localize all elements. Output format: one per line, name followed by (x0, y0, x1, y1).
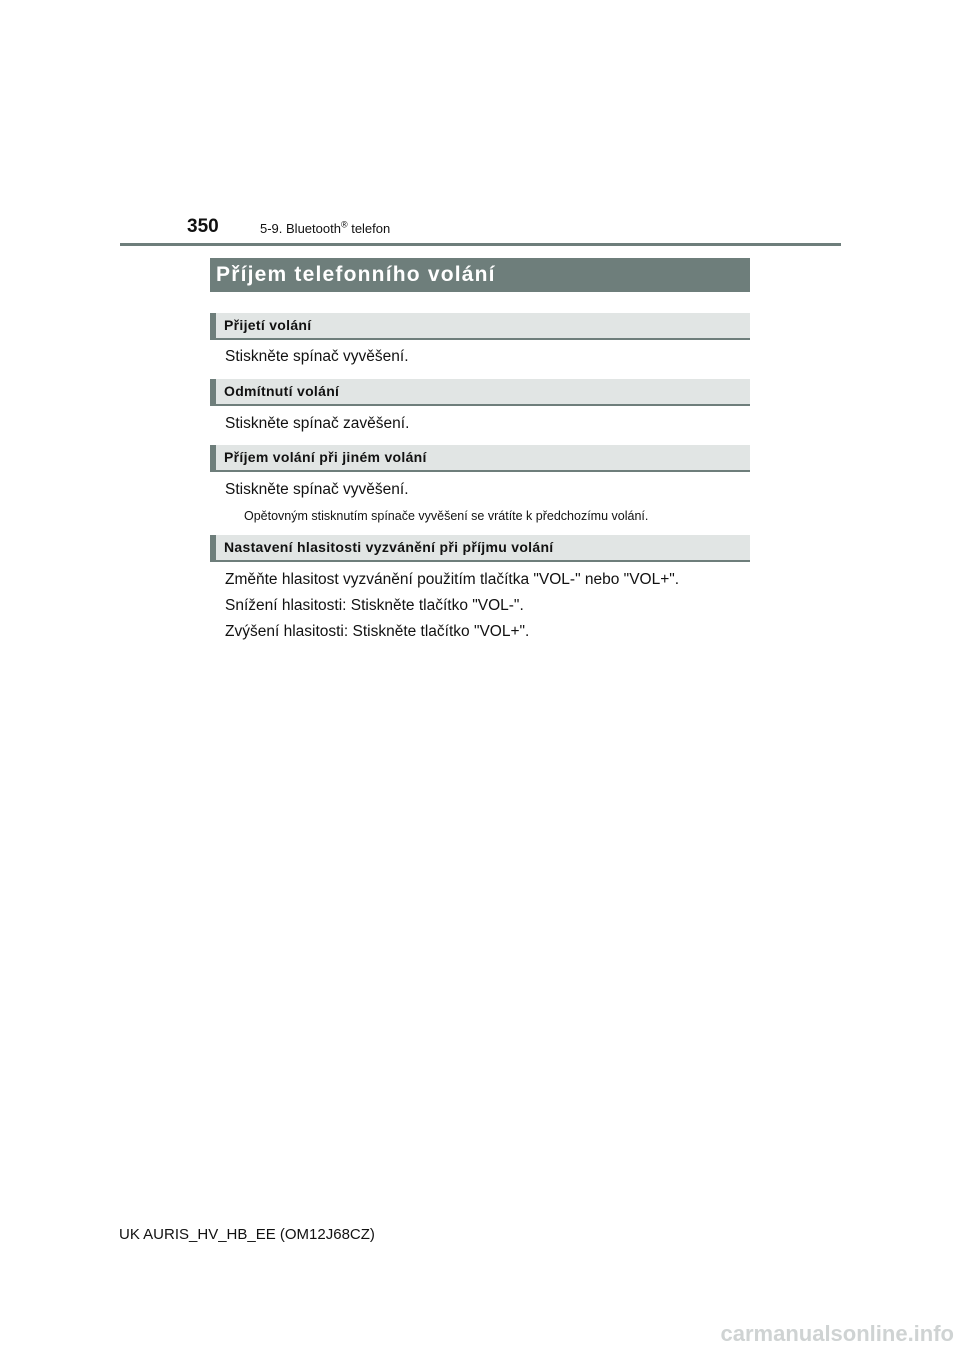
instruction-accept-call: Stiskněte spínač vyvěšení. (225, 348, 409, 365)
header-divider (120, 243, 841, 246)
instruction-volume-down: Snížení hlasitosti: Stiskněte tlačítko "VOL-". (225, 597, 524, 614)
instruction-reject-call: Stiskněte spínač zavěšení. (225, 415, 410, 432)
instruction-call-waiting: Stiskněte spínač vyvěšení. (225, 481, 409, 498)
page-number: 350 (187, 216, 219, 237)
section-title (260, 221, 390, 237)
subheading-call-waiting: Příjem volání při jiném volání (210, 445, 750, 472)
instruction-ring-volume: Změňte hlasitost vyzvánění použitím tlačítka "VOL-" nebo "VOL+". (225, 571, 680, 588)
document-code: UK AURIS_HV_HB_EE (OM12J68CZ) (119, 1226, 375, 1243)
subheading-accept-call: Přijetí volání (210, 313, 750, 340)
main-heading: Příjem telefonního volání (210, 258, 750, 292)
instruction-volume-up: Zvýšení hlasitosti: Stiskněte tlačítko "VOL+". (225, 623, 530, 640)
section-title-text: 5-9. Bluetooth (260, 221, 341, 236)
site-watermark: carmanualsonline.info (720, 1321, 954, 1346)
section-title-suffix: telefon (347, 221, 391, 236)
subheading-reject-call: Odmítnutí volání (210, 379, 750, 406)
note-call-waiting: Opětovným stisknutím spínače vyvěšení se vrátíte k předchozímu volání. (244, 509, 649, 523)
subheading-ring-volume: Nastavení hlasitosti vyzvánění při příjmu volání (210, 535, 750, 562)
registered-mark: ® (340, 219, 348, 230)
